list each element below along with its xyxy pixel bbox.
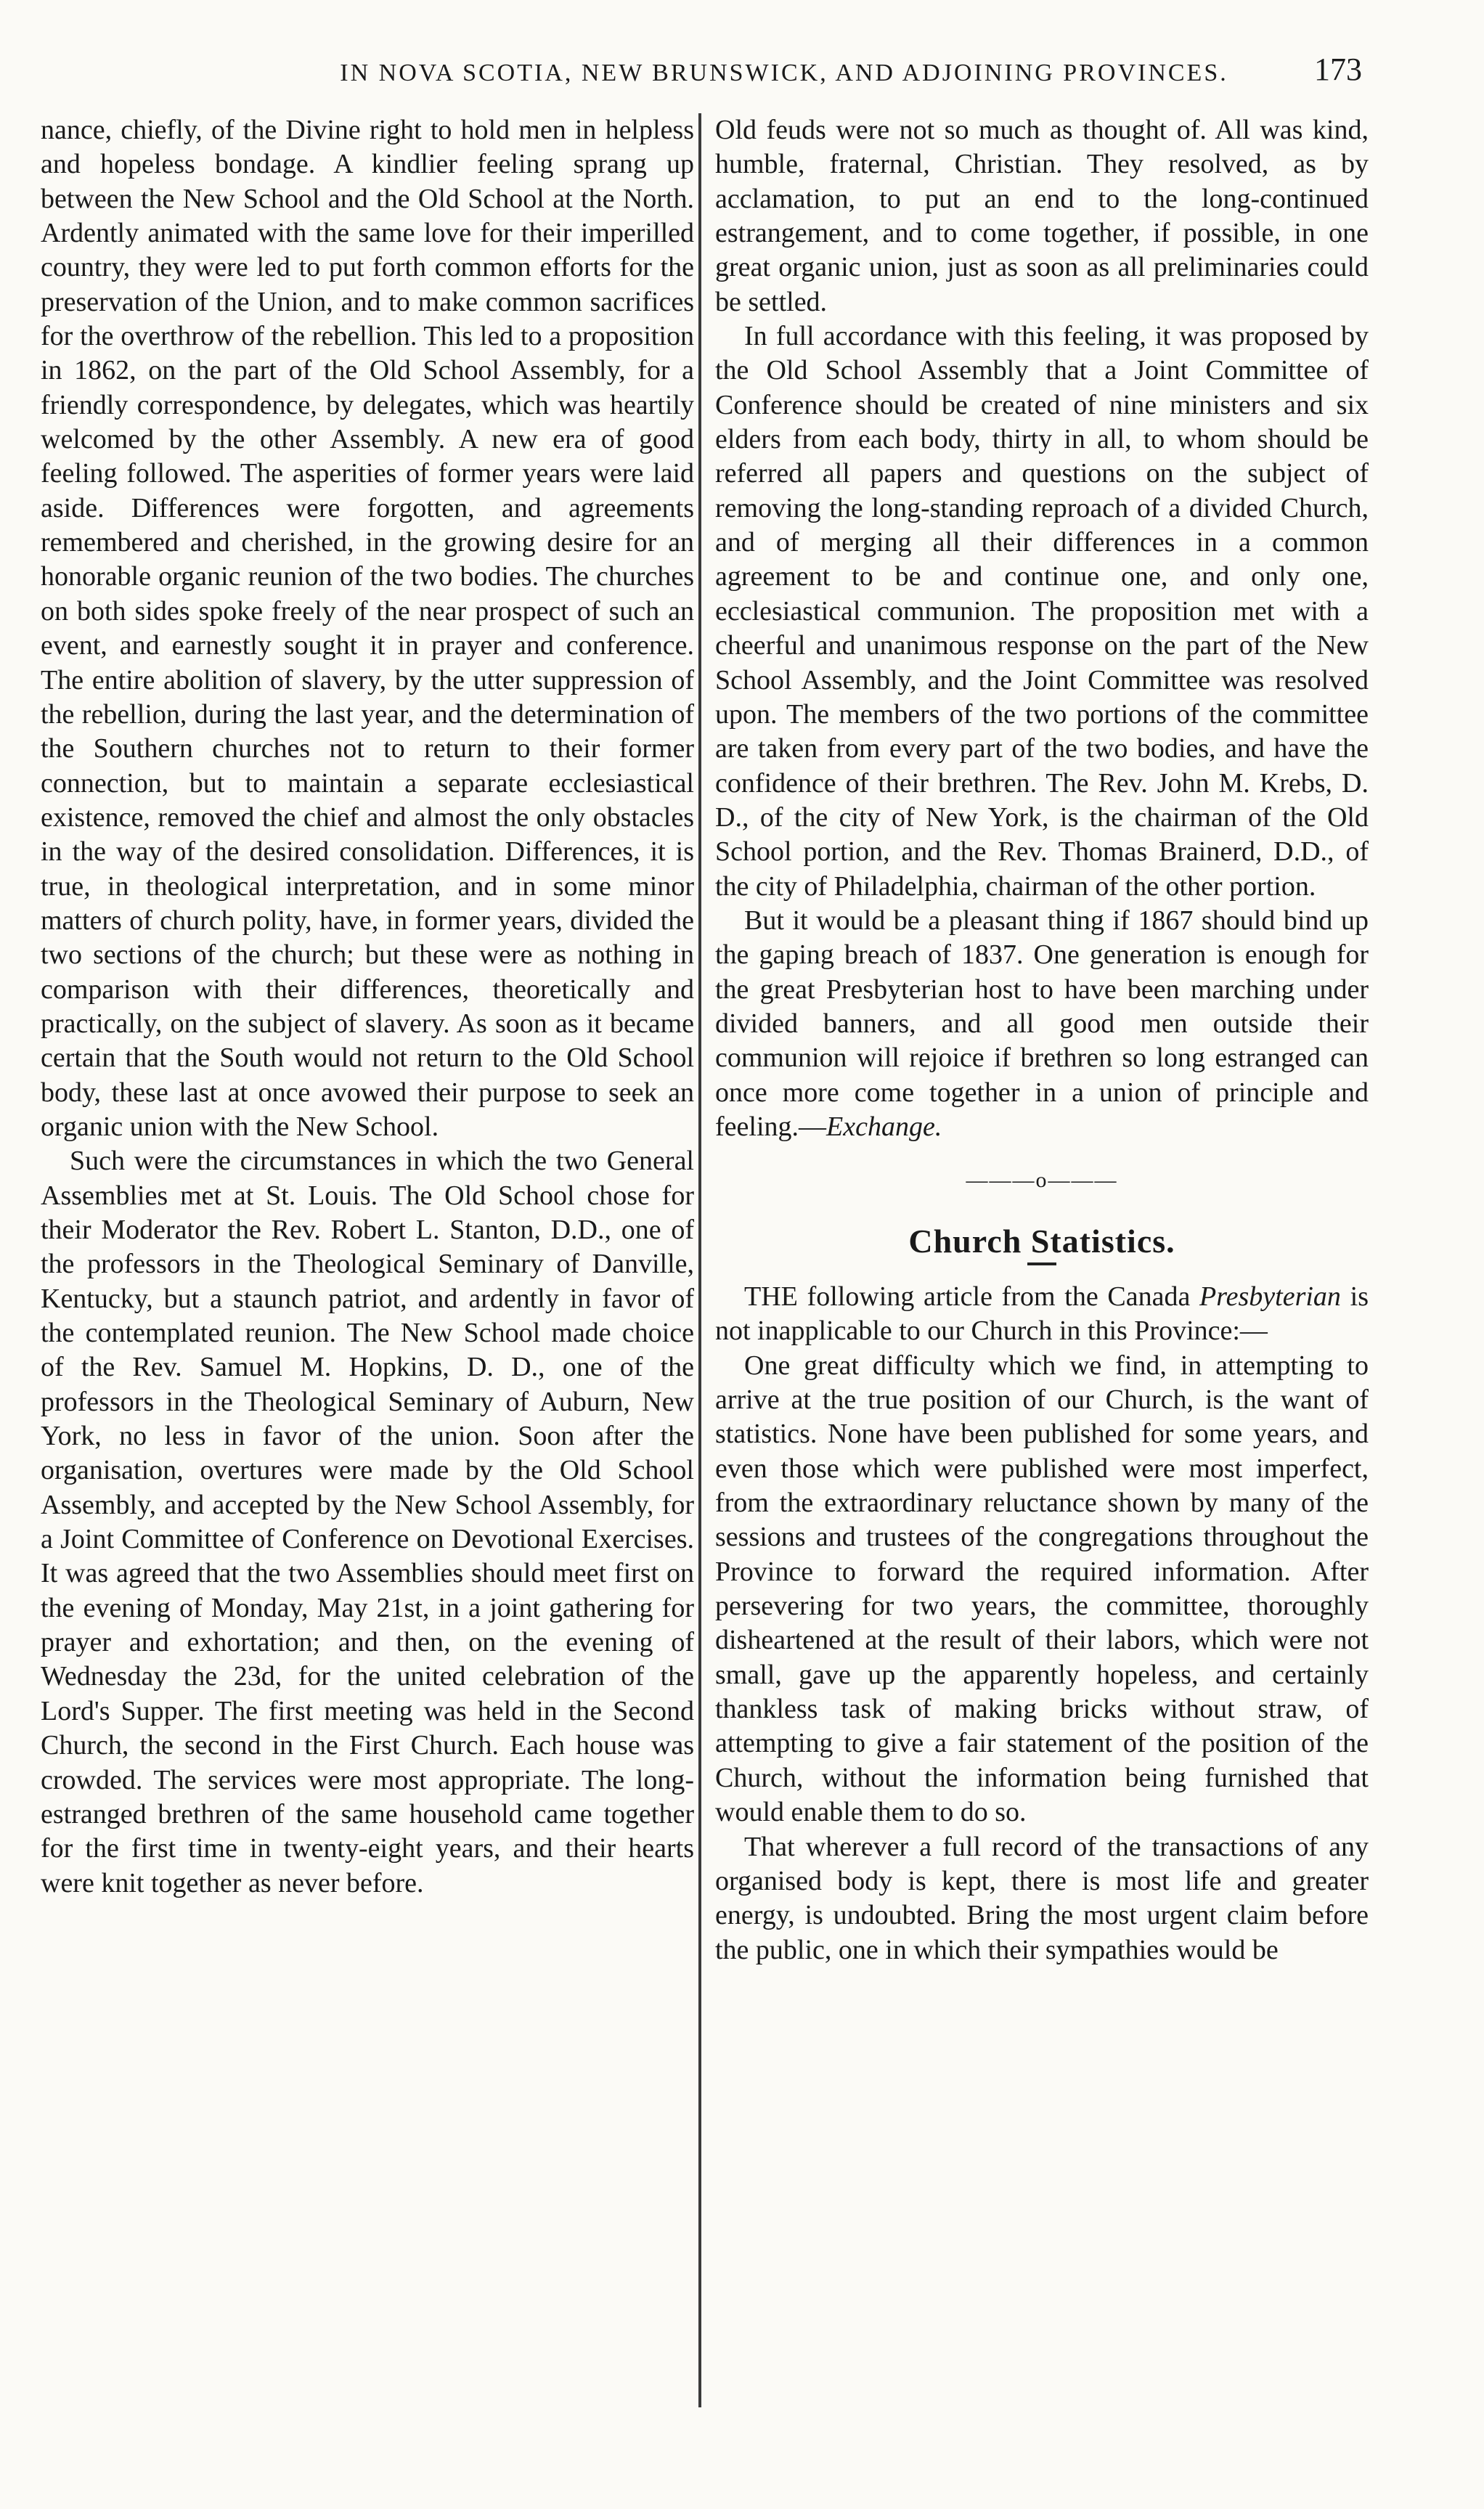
column-divider — [698, 113, 701, 2407]
source-credit: Exchange. — [826, 1111, 942, 1142]
page-number: 173 — [1314, 52, 1362, 87]
paragraph: nance, chiefly, of the Divine right to hold men in helpless and hopeless bondage. A kindlier feeling sprang up between the New School and the Old School at the North. Ardently animated with the same love for their imperilled country, they were led to put forth common efforts for the preservation of the Union, and to make common sacrifices for the overthrow of the rebellion. This led to a proposition in 1862, on the part of the Old School Assembly, for a friendly correspondence, by delegates, which was heartily welcomed by the other Assembly. A new era of good feeling followed. The asperities of former years were laid aside. Differences were forgotten, and agreements remembered and cherished, in the growing desire for an honorable organic reunion of the two bodies. The churches on both sides spoke freely of the near prospect of such an event, and earnestly sought it in prayer and conference. The entire abolition of slavery, by the utter suppression of the rebellion, during the last year, and the determination of the Southern churches not to return to their former connection, but to maintain a separate ecclesiastical existence, removed the chief and almost the only obstacles in the way of the desired consolidation. Differences, it is true, in theological interpretation, and in some minor matters of church polity, have, in former years, divided the two sections of the church; but these were as nothing in comparison with their differences, theoretically and practically, on the subject of slavery. As soon as it became certain that the South would not return to the Old School body, these last at once avowed their purpose to seek an organic union with the New School. — [41, 115, 694, 1142]
publication-name: Presbyterian — [1199, 1281, 1341, 1312]
paragraph: In full accordance with this feeling, it was proposed by the Old School Assembly that a Joint Committee of Conference should be created of nine ministers and six elders from each body, thirty in all, to whom should be referred all papers and questions on the subject of removing the long-standing reproach of a divided Church, and of merging all their differences in a common agreement to be and continue one, and only one, ecclesiastical communion. The proposition met with a cheerful and unanimous response on the part of the New School Assembly, and the Joint Committee was resolved upon. The members of the two portions of the committee are taken from every part of the two bodies, and have the confidence of their brethren. The Rev. John M. Krebs, D. D., of the city of New York, is the chairman of the Old School portion, and the Rev. Thomas Brainerd, D.D., of the city of Philadelphia, chairman of the other portion. — [715, 321, 1369, 902]
paragraph: That wherever a full record of the transactions of any organised body is kept, there is most life and greater energy, is undoubted. Bring the most urgent claim before the public, one in which their sympathies would be — [715, 1831, 1369, 1965]
section-title: Church Statistics. — [908, 1222, 1175, 1260]
paragraph-text: THE following article from the Canada — [744, 1281, 1200, 1312]
paragraph: Such were the circumstances in which the two General Assemblies met at St. Louis. The Old School chose for their Moderator the Rev. Robert L. Stanton, D.D., one of the professors in the Theological Seminary of Danville, Kentucky, but a staunch patriot, and ardently in favor of the contemplated reunion. The New School made choice of the Rev. Samuel M. Hopkins, D. D., one of the professors in the Theological Seminary of Auburn, New York, no less in favor of the union. Soon after the organisation, overtures were made by the Old School Assembly, and accepted by the New School Assembly, for a Joint Committee of Conference on Devotional Exercises. It was agreed that the two Assemblies should meet first on the evening of Monday, May 21st, in a joint gathering for prayer and exhortation; and then, on the evening of Wednesday the 23d, for the united celebration of the Lord's Supper. The first meeting was held in the Second Church, the second in the First Church. Each house was crowded. The services were most appropriate. The long-estranged brethren of the same household came together for the first time in twenty-eight years, and their hearts were knit together as never before. — [41, 1146, 694, 1898]
right-column — [715, 113, 1369, 1967]
paragraph: Old feuds were not so much as thought of. All was kind, humble, fraternal, Christian. They resolved, as by acclamation, to put an end to the long-continued estrangement, and to come together, if possible, in one great organic union, just as soon as all preliminaries could be settled. — [715, 115, 1369, 317]
paragraph: One great difficulty which we find, in attempting to arrive at the true position of our Church, is the want of statistics. None have been published for some years, and even those which were published were most imperfect, from the extraordinary reluctance shown by many of the sessions and trustees of the congregations throughout the Province to forward the required information. After persevering for two years, the committee, thoroughly disheartened at the result of their labors, which were not small, gave up the apparently hopeless, and certainly thankless task of making bricks without straw, of attempting to give a fair statement of the position of the Church, without the information being furnished that would enable them to do so. — [715, 1350, 1369, 1828]
paragraph-text: But it would be a pleasant thing if 1867 should bind up the gaping breach of 1837. One generation is enough for the great Presbyterian host to have been marching under divided banners, and all good men outside their communion will rejoice if brethren so long estranged can once more come together in a union of principle and feeling.— — [715, 905, 1369, 1142]
title-ornament — [1027, 1262, 1056, 1265]
paragraph — [715, 904, 1369, 1144]
paragraph — [715, 1280, 1369, 1349]
section-separator: ———o——— — [966, 1168, 1118, 1193]
running-head: IN NOVA SCOTIA, NEW BRUNSWICK, AND ADJOINING PROVINCES. — [340, 60, 1228, 86]
left-column — [41, 113, 694, 1901]
paragraph-text: is not inapplicable to our Church in this Province:— — [715, 1281, 1369, 1347]
